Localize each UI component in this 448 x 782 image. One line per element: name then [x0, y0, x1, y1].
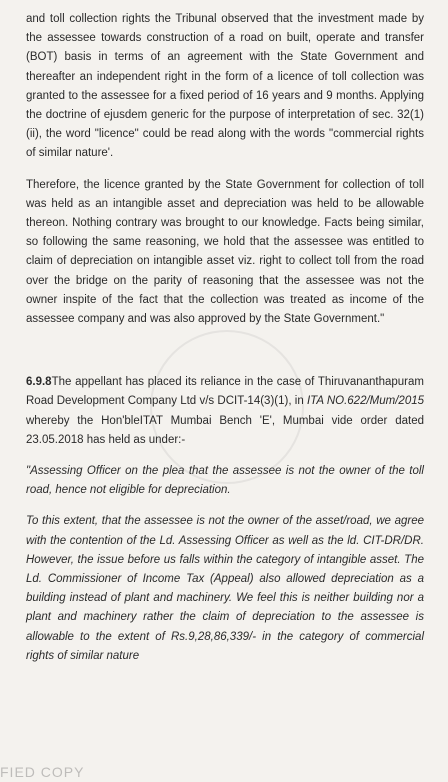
quote-assessing-officer: "Assessing Officer on the plea that the assessee is not the owner of the toll road, hence not eligible for depreciation. — [26, 465, 424, 497]
certified-copy-stamp: FIED COPY — [0, 764, 85, 780]
paragraph-tribunal-observation: and toll collection rights the Tribunal observed that the investment made by the assessee towards construction of a road on built, operate and transfer (BOT) basis in terms of an agreement with the State Government and thereafter an independent right in the form of a licence of toll collection was granted to the assessee for a fixed period of 16 years and 9 months. Applying the doctrine of ejusdem generic for the purpose of interpretation of sec. 32(1)(ii), the word "licence" could be read along with the words "commercial rights of similar nature'. — [26, 13, 424, 160]
section-6-9-8 — [26, 373, 424, 450]
section-text-after: whereby the Hon'bleITAT Mumbai Bench 'E', Mumbai vide order dated 23.05.2018 has held as under:- — [26, 414, 424, 446]
section-number: 6.9.8 — [26, 376, 52, 389]
document-page — [26, 10, 424, 678]
section-text-before: The appellant has placed its reliance in the case of Thiruvananthapuram Road Development Company Ltd v/s DCIT-14(3)(1), in — [26, 376, 424, 408]
paragraph-licence-intangible: Therefore, the licence granted by the State Government for collection of toll was held as an intangible asset and depreciation was held to be allowable thereon. Nothing contrary was brought to our knowledge. Facts being similar, so following the same reasoning, we hold that the assessee was entitled to claim of depreciation on intangible asset viz. right to collect toll from the road over the bridge on the parity of reasoning that the assessee was not the owner inspite of the fact that the collection was treated as income of the assessee company and was also approved by the State Government." — [26, 178, 424, 326]
ita-reference: ITA NO.622/Mum/2015 — [306, 395, 425, 408]
quote-intangible-asset: To this extent, that the assessee is not the owner of the asset/road, we agree with the contention of the Ld. Assessing Officer as well as the ld. CIT-DR/DR. However, the issue before us falls within the category of intangible asset. The Ld. Commissioner of Income Tax (Appeal) also allowed depreciation as a building instead of plant and machinery. We feel this is neither building nor a plant and machinery rather the claim of depreciation to the assessee is allowable to the extent of Rs.9,28,86,339/- in the category of commercial rights of similar nature — [26, 515, 424, 662]
